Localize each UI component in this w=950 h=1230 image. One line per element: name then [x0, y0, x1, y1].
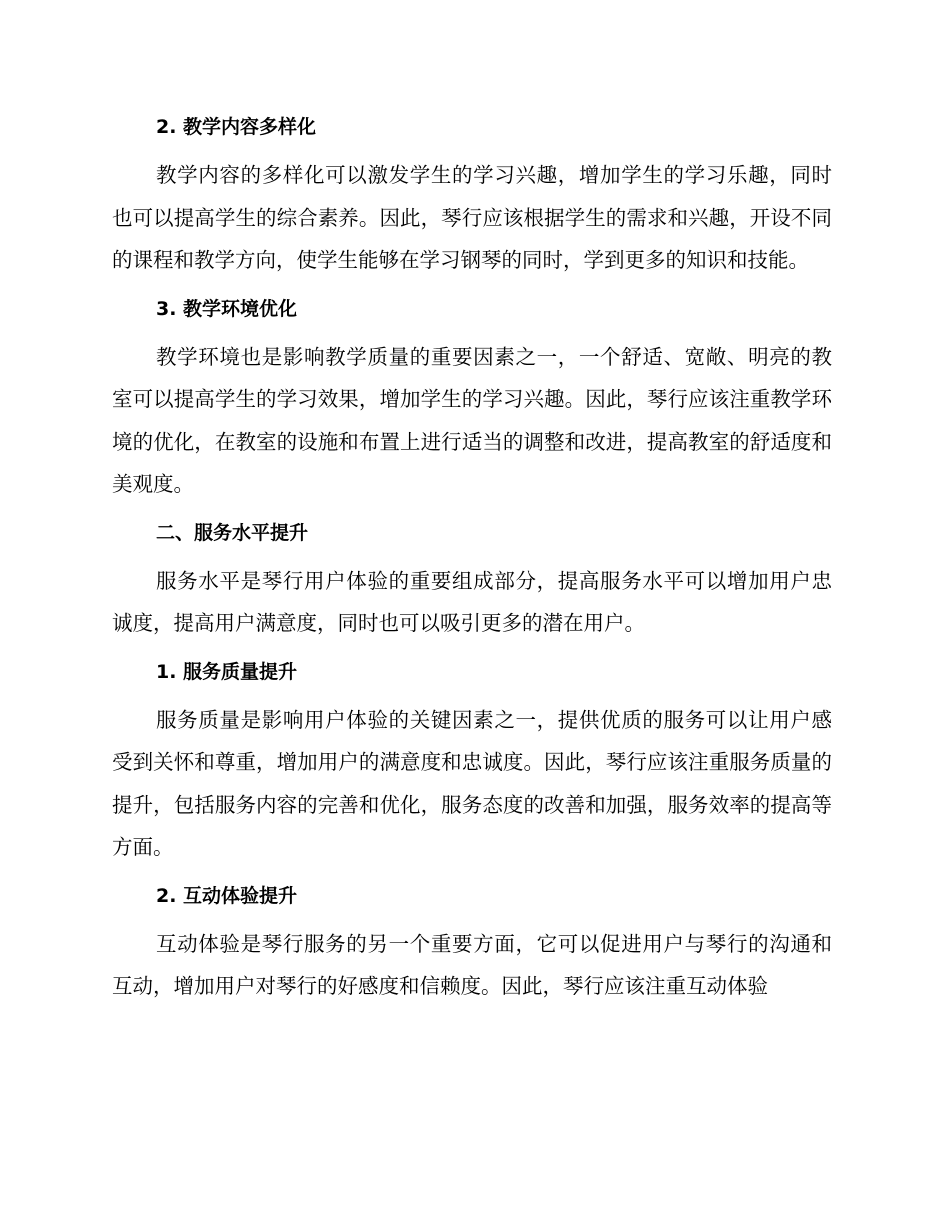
- document-page: [112, 108, 832, 1016]
- section-heading-teaching-content: 2. 教学内容多样化: [156, 116, 317, 138]
- section-heading-teaching-environment: 3. 教学环境优化: [156, 297, 298, 320]
- section-heading-interactive-experience: 2. 互动体验提升: [156, 884, 298, 907]
- section-heading-service-quality: 1. 服务质量提升: [156, 660, 298, 683]
- paragraph-interactive-experience: 互动体验是琴行服务的另一个重要方面，它可以促进用户与琴行的沟通和互动，增加用户对琴行的好感度和信赖度。因此，琴行应该注重互动体验: [112, 931, 832, 998]
- section-heading-service-level: 二、服务水平提升: [156, 521, 309, 544]
- paragraph-service-level: 服务水平是琴行用户体验的重要组成部分，提高服务水平可以增加用户忠诚度，提高用户满意度，同时也可以吸引更多的潜在用户。: [112, 568, 832, 635]
- paragraph-service-quality: 服务质量是影响用户体验的关键因素之一，提供优质的服务可以让用户感受到关怀和尊重，增加用户的满意度和忠诚度。因此，琴行应该注重服务质量的提升，包括服务内容的完善和优化，服务态度的改善和加强，服务效率的提高等方面。: [112, 707, 832, 859]
- paragraph-teaching-content: 教学内容的多样化可以激发学生的学习兴趣，增加学生的学习乐趣，同时也可以提高学生的综合素养。因此，琴行应该根据学生的需求和兴趣，开设不同的课程和教学方向，使学生能够在学习钢琴的同时，学到更多的知识和技能。: [112, 163, 832, 272]
- paragraph-teaching-environment: 教学环境也是影响教学质量的重要因素之一，一个舒适、宽敞、明亮的教室可以提高学生的学习效果，增加学生的学习兴趣。因此，琴行应该注重教学环境的优化，在教室的设施和布置上进行适当的调整和改进，提高教室的舒适度和美观度。: [112, 344, 832, 496]
